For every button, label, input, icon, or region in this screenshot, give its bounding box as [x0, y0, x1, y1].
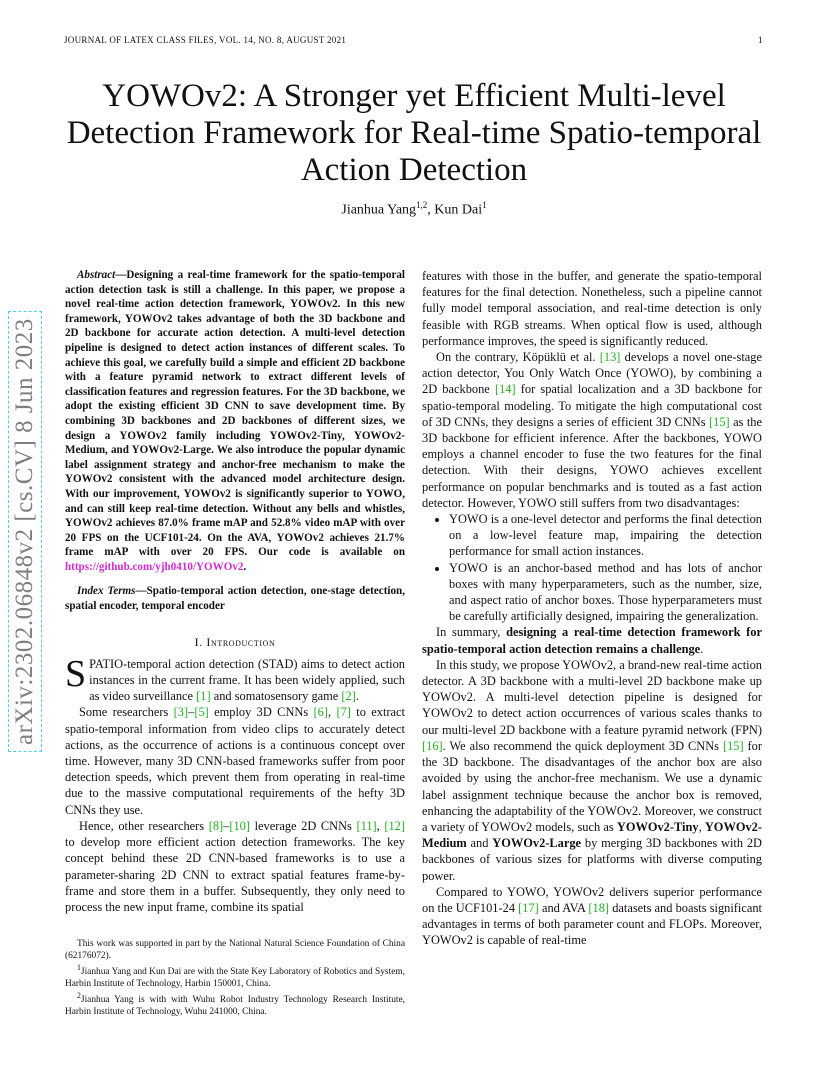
text-span: datasets and boasts significant advantages in terms of both parameter count and FLOPs. Moreover, YOWOv2 is capable of real-time: [422, 900, 763, 948]
text-span: –: [188, 705, 195, 720]
authors: [0, 200, 828, 219]
text-span: to extract spatio-temporal information from video clips to accurately detect actions, as the occurrence of actions is a continuous concept over time. However, many 3D CNN-based frameworks suffer from poor detection speeds, which prevent them from operating in real-time due to the massive computational requirements of the hefty 3D CNNs they use.: [65, 705, 405, 817]
citation[interactable]: [2]: [341, 689, 356, 704]
footnote-funding: This work was supported in part by the National Natural Science Foundation of China (62176072).: [65, 939, 405, 961]
citation[interactable]: [10]: [229, 818, 250, 833]
citation[interactable]: [12]: [384, 818, 405, 833]
text-span: ,: [376, 818, 385, 833]
footnote-mark: 1: [77, 963, 81, 972]
citation[interactable]: [15]: [722, 738, 744, 753]
text-span: .: [355, 689, 359, 704]
author-sep: ,: [427, 202, 435, 218]
abstract: [65, 268, 405, 574]
index-terms-label: Index Terms: [77, 585, 136, 598]
text-span: by merging 3D backbones with 2D backbones of various sizes for platforms with diverse computing power.: [422, 836, 762, 883]
left-column: [65, 268, 405, 915]
text-span: and: [466, 836, 493, 851]
citation[interactable]: [5]: [194, 705, 209, 720]
right-paragraph-2: [422, 349, 762, 511]
paper-title: YOWOv2: A Stronger yet Efficient Multi-level Detection Framework for Real-time Spatio-temporal Action Detection: [66, 78, 762, 188]
citation[interactable]: [16]: [422, 738, 443, 753]
right-column: [422, 268, 762, 949]
text-span: and AVA: [538, 900, 589, 915]
footnote-2: [65, 990, 405, 1018]
text-span: ,: [698, 819, 705, 834]
intro-paragraph-2: [65, 704, 405, 817]
author-2-affil: 1: [482, 200, 487, 210]
citation[interactable]: [18]: [588, 900, 610, 915]
text-span: On the contrary, Köpüklü et al.: [436, 350, 600, 365]
text-span: to develop more efficient action detection frameworks. The key concept behind these 2D CNN-based frameworks is to use a parameter-sharing 2D CNN to extract spatial features frame-by-frame and store them in a buffer. Subsequently, they only need to process the new input frame, combine its spatial: [65, 835, 405, 914]
text-span: for spatial localization and a 3D backbone for spatio-temporal modeling. To mitigate the high computational cost of 3D CNNs, they designs a series of efficient 3D CNNs: [422, 382, 762, 429]
citation[interactable]: [15]: [709, 414, 730, 429]
section-name: Introduction: [206, 634, 276, 649]
disadvantages-list: [422, 511, 762, 624]
text-span: employ 3D CNNs: [208, 705, 314, 720]
index-terms: [65, 584, 405, 613]
right-paragraph-4: [422, 657, 762, 884]
text-span: PATIO-temporal action detection (STAD) aims to detect action instances in the current frame. It has been widely applied, such as video surveillance: [89, 656, 405, 704]
bold-text: YOWOv2-Medium: [422, 819, 762, 851]
bold-text: YOWOv2-Large: [492, 836, 582, 851]
text-span: ,: [328, 705, 337, 720]
right-paragraph-1: features with those in the buffer, and generate the spatio-temporal features for the final detection. Nonetheless, such a pipeline cannot fully model temporal association, and real-time detection is only feasible with RGB streams. When optical flow is used, although performance improves, the speed is significantly reduced.: [422, 269, 762, 348]
text-span: In summary,: [436, 625, 507, 640]
index-terms-text: —Spatio-temporal action detection, one-stage detection, spatial encoder, temporal encoder: [65, 585, 405, 613]
right-paragraph-3: [422, 624, 762, 656]
citation[interactable]: [8]: [208, 818, 224, 833]
page-number: 1: [758, 35, 763, 45]
text-span: and somatosensory game: [210, 689, 342, 704]
author-1-affil: 1,2: [416, 200, 428, 210]
footnote-text: Jianhua Yang is with with Wuhu Robot Industry Technology Research Institute, Harbin Institute of Technology, Wuhu 241000, China.: [65, 995, 405, 1018]
code-link[interactable]: https://github.com/yjh0410/YOWOv2: [65, 560, 244, 573]
bold-text: YOWOv2-Tiny: [616, 819, 699, 834]
text-span: leverage 2D CNNs: [250, 818, 357, 833]
text-span: Some researchers: [79, 705, 174, 720]
abstract-text: —Designing a real-time framework for the spatio-temporal action detection task is still a challenge. In this paper, we propose a novel real-time action detection framework, YOWOv2. In this new framework, YOWOv2 takes advantage of both the 3D backbone and 2D backbone for accurate action detection. A multi-level detection pipeline is designed to detect action instances of different scales. To achieve this goal, we carefully build a simple and efficient 2D backbone with a feature pyramid network to extract different levels of classification features and regression features. For the 3D backbone, we adopt the existing efficient 3D CNN to save development time. By combining 3D backbones and 2D backbones of different sizes, we design a YOWOv2 family including YOWOv2-Tiny, YOWOv2-Medium, and YOWOv2-Large. We also introduce the popular dynamic label assignment strategy and anchor-free mechanism to make the YOWOv2 consistent with the advanced model architecture design. With our improvement, YOWOv2 is significantly superior to YOWO, and can still keep real-time detection. Without any bells and whistles, YOWOv2 achieves 87.0% frame mAP and 52.8% video mAP with over 20 FPS on the UCF101-24. On the AVA, YOWOv2 achieves 21.7% frame mAP with over 20 FPS. Our code is available on: [65, 269, 405, 559]
citation[interactable]: [11]: [356, 818, 377, 833]
citation[interactable]: [13]: [599, 350, 621, 365]
abstract-end: .: [243, 560, 247, 573]
citation[interactable]: [7]: [336, 705, 351, 720]
author-2: Kun Dai: [434, 202, 483, 218]
citation[interactable]: [3]: [173, 705, 189, 720]
citation[interactable]: [6]: [313, 705, 328, 720]
text-span: –: [223, 818, 230, 833]
arxiv-stamp-text: arXiv:2302.06848v2 [cs.CV] 8 Jun 2023: [8, 311, 42, 752]
text-span: In this study, we propose YOWOv2, a brand-new real-time action detector. A 3D backbone with a multi-level 2D backbone make up YOWOv2. A multi-level detection pipeline is designed for YOWOv2 to detect action occurrences of various scales thanks to our multi-level 2D backbone with a feature pyramid network (FPN): [422, 657, 762, 737]
citation[interactable]: [1]: [196, 689, 211, 704]
text-span: Compared to YOWO, YOWOv2 delivers superior performance on the UCF101-24: [422, 884, 762, 915]
intro-paragraph-3: [65, 818, 405, 915]
text-span: for the 3D backbone. The disadvantages of the anchor box are also avoided by using the anchor-free mechanism. We use a dynamic label assignment technique because the anchor box is removed, enhancing the adaptability of the YOWOv2. Moreover, we construct a variety of YOWOv2 models, such as: [422, 738, 762, 834]
section-heading-introduction: [65, 634, 405, 650]
footnote-mark: 2: [77, 991, 81, 1001]
dropcap: S: [65, 652, 87, 695]
author-1: Jianhua Yang: [341, 202, 417, 218]
text-span: develops a novel one-stage action detector, You Only Watch Once (YOWO), by combining a 2D backbone: [422, 350, 762, 397]
list-item: • YOWO is a one-level detector and performs the final detection on a low-level feature map, impairing the detection performance for small action instances.: [449, 511, 762, 560]
footnote-text: Jianhua Yang and Kun Dai are with the State Key Laboratory of Robotics and System, Harbin Institute of Technology, Harbin 150001, China.: [65, 967, 405, 990]
footnote-1: [65, 962, 405, 990]
citation[interactable]: [14]: [494, 382, 516, 397]
abstract-label: Abstract: [77, 269, 116, 281]
intro-paragraph-1: [65, 652, 405, 705]
arxiv-stamp: [0, 262, 52, 762]
text-span: . We also recommend the quick deployment 3D CNNs: [442, 738, 723, 753]
running-head: JOURNAL OF LATEX CLASS FILES, VOL. 14, NO. 8, AUGUST 2021: [64, 35, 347, 45]
footnotes: [65, 938, 405, 1018]
list-item: • YOWO is an anchor-based method and has lots of anchor boxes with many hyperparameters, such as the number, size, and aspect ratio of anchor boxes. Those hyperparameters must be carefully artificially designed, impairing the generalization.: [449, 560, 762, 625]
citation[interactable]: [17]: [518, 900, 539, 915]
right-paragraph-5: [422, 884, 762, 949]
text-span: .: [700, 641, 704, 656]
text-span: Hence, other researchers: [79, 818, 209, 833]
text-span: as the 3D backbone for efficient inference. After the backbones, YOWO employs a channel encoder to fuse the two features for the final detection. With their designs, YOWO achieves excellent performance on popular benchmarks and is touted as a fast action detector. However, YOWO still suffers from two disadvantages:: [422, 414, 762, 510]
section-number: I.: [194, 634, 207, 649]
bold-text: designing a real-time detection framework for spatio-temporal action detection remains a challenge: [422, 625, 762, 656]
